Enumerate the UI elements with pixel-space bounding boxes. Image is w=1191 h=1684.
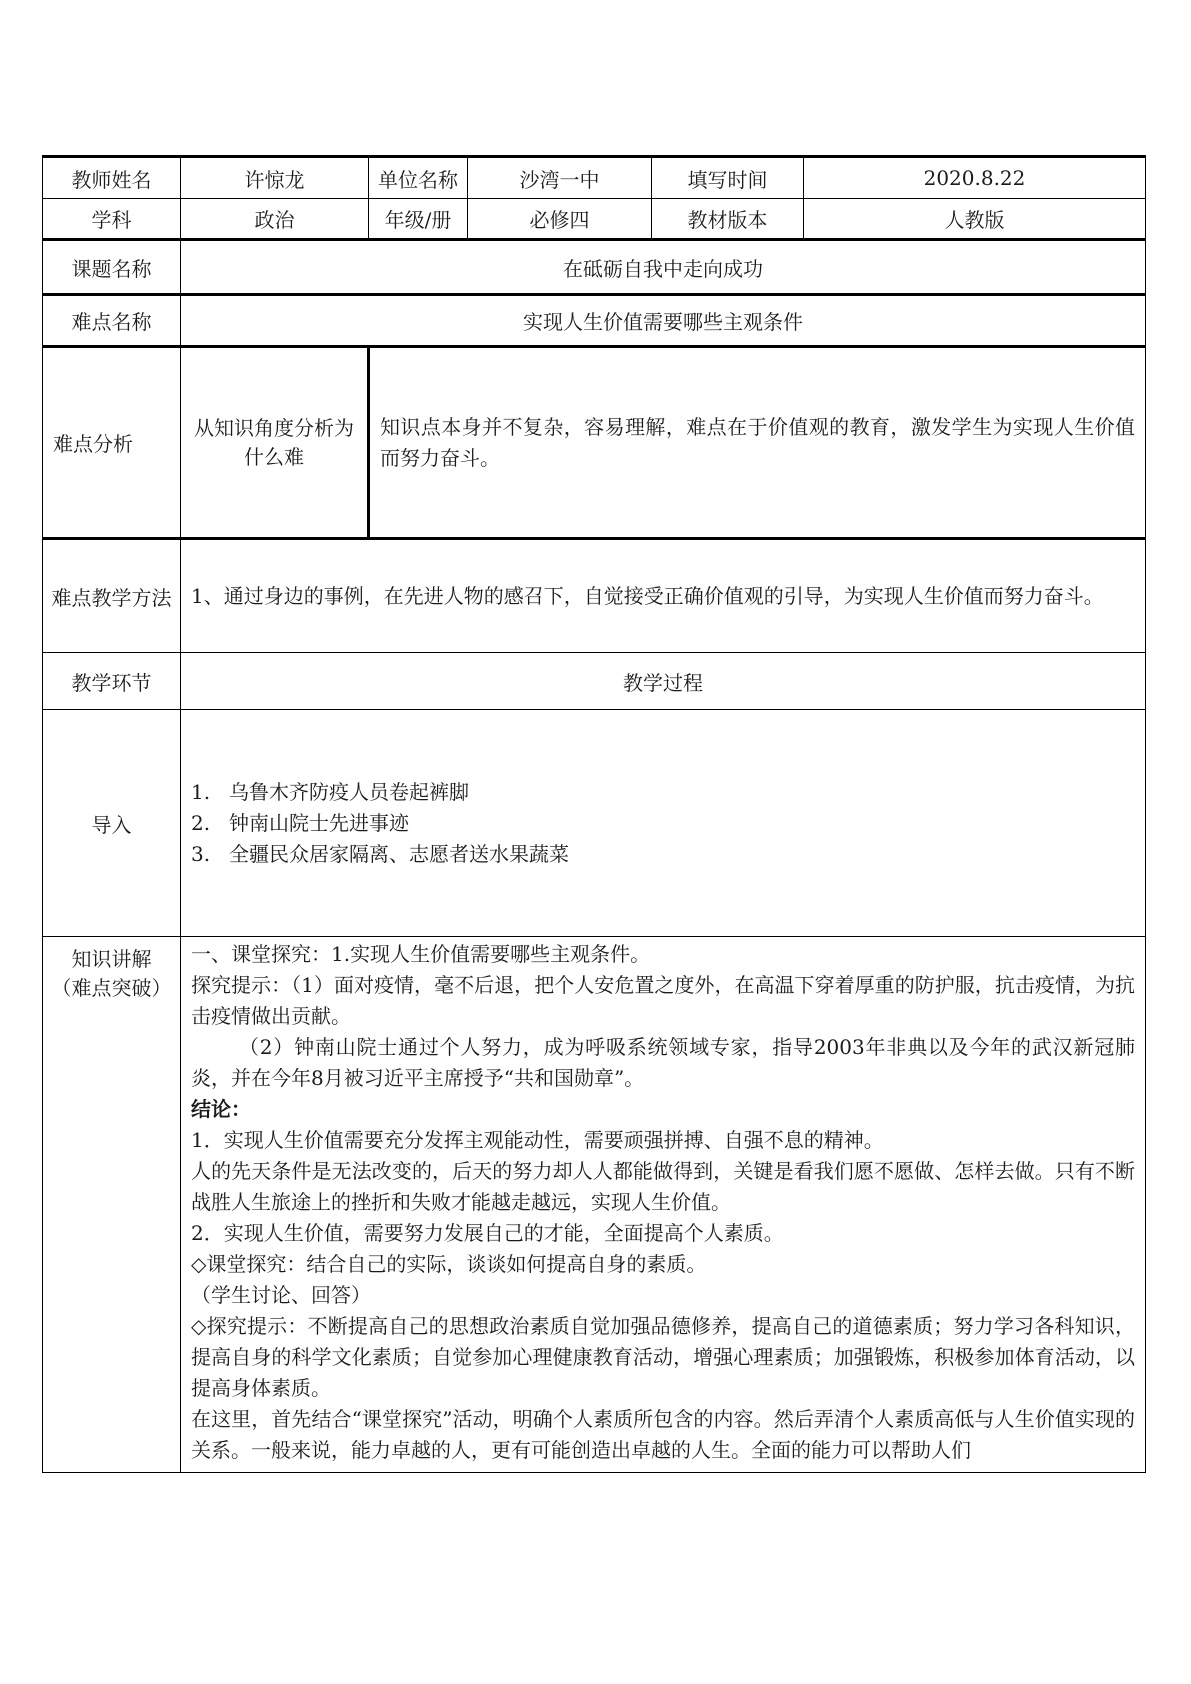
header-row-2 bbox=[43, 199, 1146, 240]
knowledge-paragraph: 1．实现人生价值需要充分发挥主观能动性，需要顽强拼搏、自强不息的精神。 bbox=[191, 1128, 884, 1152]
edition-value: 人教版 bbox=[804, 199, 1146, 240]
unit-name-label: 单位名称 bbox=[369, 157, 468, 199]
intro-label: 导入 bbox=[43, 710, 181, 937]
intro-item bbox=[191, 808, 1135, 839]
topic-value: 在砥砺自我中走向成功 bbox=[181, 240, 1146, 295]
intro-item-number: 1. bbox=[191, 779, 211, 804]
intro-item-text: 乌鲁木齐防疫人员卷起裤脚 bbox=[229, 779, 469, 804]
knowledge-label bbox=[43, 937, 181, 1473]
knowledge-paragraph: 探究提示：（1）面对疫情，毫不后退，把个人安危置之度外，在高温下穿着厚重的防护服，抗击疫情，为抗击疫情做出贡献。 bbox=[191, 973, 1135, 1028]
fill-date-label: 填写时间 bbox=[652, 157, 804, 199]
knowledge-label-line2: （难点突破） bbox=[51, 976, 172, 1000]
topic-label: 课题名称 bbox=[43, 240, 181, 295]
fill-date-value: 2020.8.22 bbox=[804, 157, 1146, 199]
method-row bbox=[43, 539, 1146, 653]
knowledge-paragraph: （学生讨论、回答） bbox=[191, 1283, 371, 1307]
intro-item bbox=[191, 839, 1135, 870]
knowledge-paragraph: ◇探究提示：不断提高自己的思想政治素质自觉加强品德修养，提高自己的道德素质；努力学习各科知识，提高自身的科学文化素质；自觉参加心理健康教育活动，增强心理素质；加强锻炼，积极参加体育活动，以提高身体素质。 bbox=[191, 1314, 1135, 1400]
intro-item bbox=[191, 777, 1135, 808]
edition-label: 教材版本 bbox=[652, 199, 804, 240]
unit-name-value: 沙湾一中 bbox=[468, 157, 652, 199]
process-stage-label: 教学环节 bbox=[43, 653, 181, 710]
knowledge-paragraph: 一、课堂探究：1.实现人生价值需要哪些主观条件。 bbox=[191, 942, 651, 966]
difficulty-label: 难点名称 bbox=[43, 295, 181, 347]
analysis-text: 知识点本身并不复杂，容易理解，难点在于价值观的教育，激发学生为实现人生价值而努力奋斗。 bbox=[369, 347, 1146, 539]
teacher-name-value: 许惊龙 bbox=[181, 157, 369, 199]
subject-value: 政治 bbox=[181, 199, 369, 240]
knowledge-row bbox=[43, 937, 1146, 1473]
grade-label: 年级/册 bbox=[369, 199, 468, 240]
grade-value: 必修四 bbox=[468, 199, 652, 240]
intro-item-number: 3. bbox=[191, 841, 211, 866]
header-row-1 bbox=[43, 157, 1146, 199]
method-text: 1、通过身边的事例，在先进人物的感召下，自觉接受正确价值观的引导，为实现人生价值而努力奋斗。 bbox=[181, 539, 1146, 653]
analysis-row bbox=[43, 347, 1146, 539]
lesson-plan-table bbox=[42, 155, 1146, 1473]
intro-row bbox=[43, 710, 1146, 937]
difficulty-value: 实现人生价值需要哪些主观条件 bbox=[181, 295, 1146, 347]
intro-item-number: 2. bbox=[191, 810, 211, 835]
knowledge-content bbox=[181, 937, 1146, 1473]
knowledge-paragraph: 人的先天条件是无法改变的，后天的努力却人人都能做得到，关键是看我们愿不愿做、怎样去做。只有不断战胜人生旅途上的挫折和失败才能越走越远，实现人生价值。 bbox=[191, 1159, 1135, 1214]
knowledge-label-line1: 知识讲解 bbox=[71, 947, 152, 971]
analysis-label: 难点分析 bbox=[43, 347, 181, 539]
process-header-row bbox=[43, 653, 1146, 710]
process-label: 教学过程 bbox=[181, 653, 1146, 710]
analysis-sub-label: 从知识角度分析为什么难 bbox=[181, 347, 369, 539]
subject-label: 学科 bbox=[43, 199, 181, 240]
knowledge-paragraph: （2）钟南山院士通过个人努力，成为呼吸系统领域专家，指导2003年非典以及今年的武汉新冠肺炎，并在今年8月被习近平主席授予“共和国勋章”。 bbox=[191, 1035, 1135, 1090]
method-label: 难点教学方法 bbox=[43, 539, 181, 653]
lesson-plan-sheet bbox=[42, 155, 1145, 1473]
topic-row bbox=[43, 240, 1146, 295]
difficulty-row bbox=[43, 295, 1146, 347]
intro-item-text: 全疆民众居家隔离、志愿者送水果蔬菜 bbox=[229, 841, 569, 866]
knowledge-paragraph: ◇课堂探究：结合自己的实际，谈谈如何提高自身的素质。 bbox=[191, 1252, 707, 1276]
intro-list bbox=[181, 710, 1146, 937]
intro-item-text: 钟南山院士先进事迹 bbox=[229, 810, 409, 835]
knowledge-paragraph: 在这里，首先结合“课堂探究”活动，明确个人素质所包含的内容。然后弄清个人素质高低与人生价值实现的关系。一般来说，能力卓越的人，更有可能创造出卓越的人生。全面的能力可以帮助人们 bbox=[191, 1407, 1135, 1462]
knowledge-paragraph: 2．实现人生价值，需要努力发展自己的才能，全面提高个人素质。 bbox=[191, 1221, 784, 1245]
conclusion-heading: 结论： bbox=[191, 1097, 251, 1121]
teacher-name-label: 教师姓名 bbox=[43, 157, 181, 199]
